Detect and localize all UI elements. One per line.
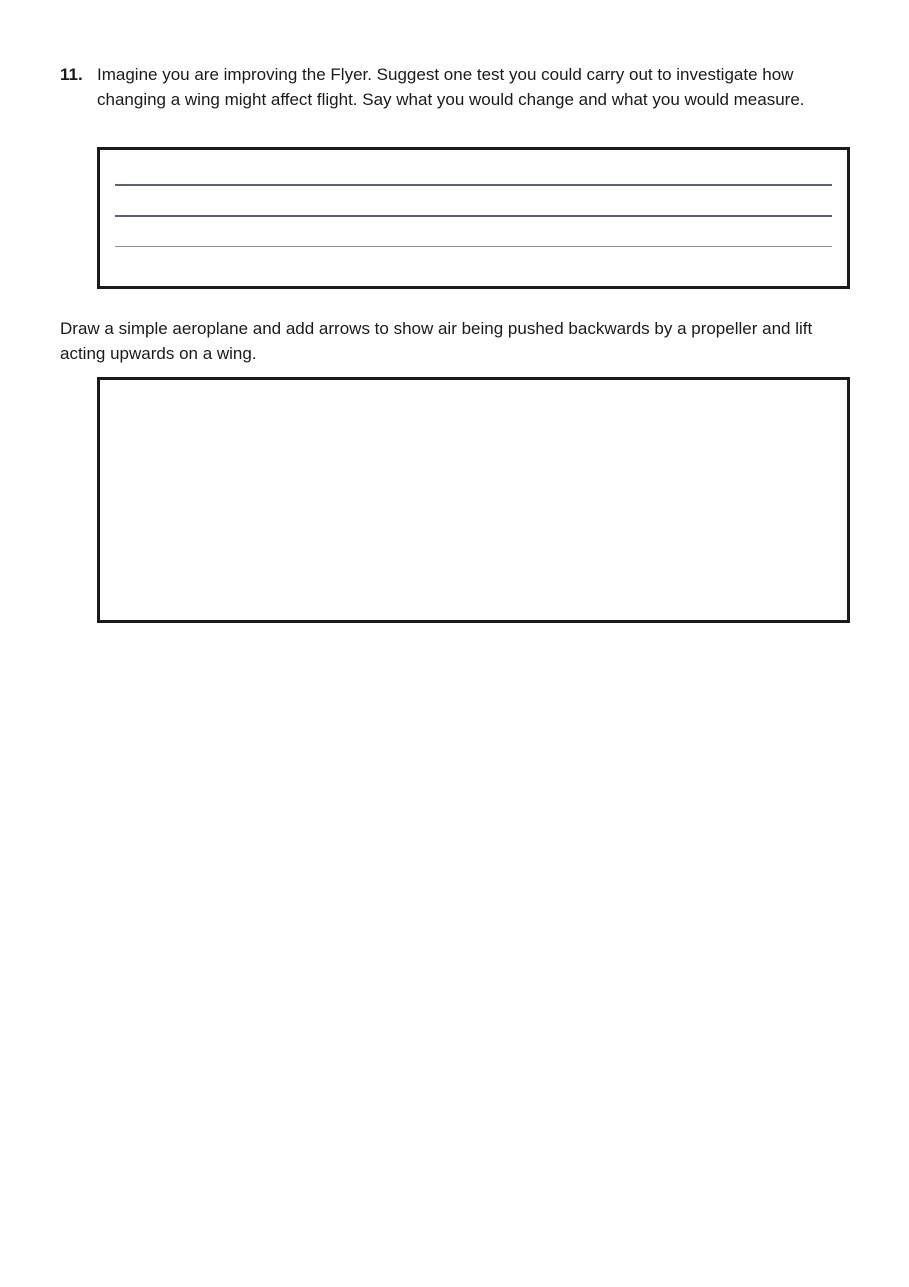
answer-box[interactable]	[97, 147, 850, 289]
question-number: 11.	[60, 65, 83, 84]
answer-line	[115, 184, 832, 186]
drawing-instructions: Draw a simple aeroplane and add arrows to show air being pushed backwards by a propeller and lift acting upwards on a wing.	[60, 319, 813, 363]
answer-line	[115, 246, 832, 247]
answer-line	[115, 215, 832, 217]
question-text: Imagine you are improving the Flyer. Suggest one test you could carry out to investigate how changing a wing might affect flight. Say what you would change and what you would measure.	[97, 65, 805, 109]
drawing-box[interactable]	[97, 377, 850, 623]
